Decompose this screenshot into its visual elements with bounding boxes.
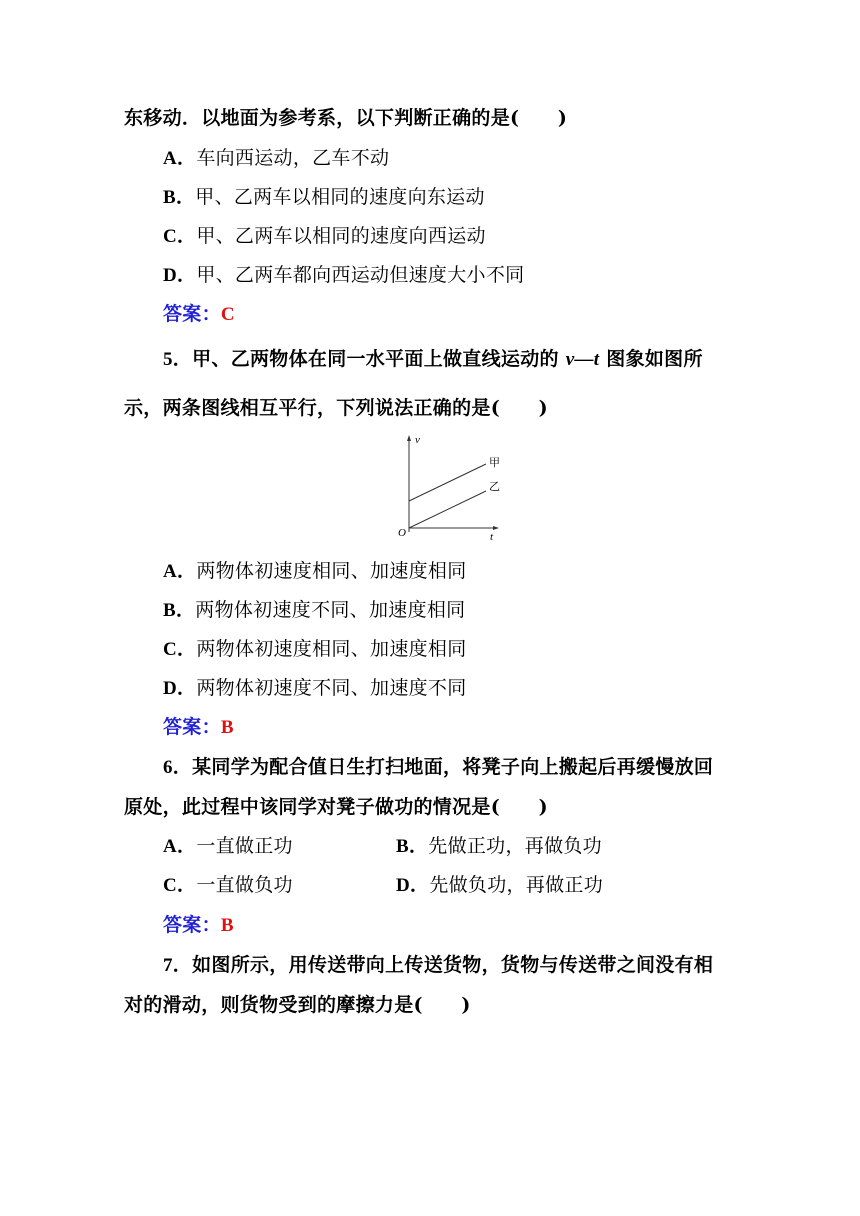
q5-stem-line2: 示，两条图线相互平行，下列说法正确的是( ) (124, 397, 548, 419)
answer-value: C (220, 304, 235, 325)
q5-option-c (163, 637, 467, 662)
question-number: 5． (163, 349, 193, 370)
q4-option-c (163, 224, 486, 249)
q6-stem-line2: 原处，此过程中该同学对凳子做功的情况是( ) (124, 796, 548, 818)
q4-stem-tail: 东移动．以地面为参考系，以下判断正确的是( ) (124, 107, 568, 129)
stem-text: 某同学为配合值日生打扫地面，将凳子向上搬起后再缓慢放回 (192, 756, 714, 778)
vt-graph (392, 432, 512, 544)
option-letter: A． (163, 836, 197, 857)
option-text: 两物体初速度不同、加速度不同 (196, 677, 467, 699)
option-text: 一直做负功 (196, 874, 293, 896)
q6-option-b (396, 834, 602, 859)
option-text: 先做正功，再做负功 (428, 835, 602, 857)
option-text: 甲、乙两车以相同的速度向东运动 (195, 186, 485, 208)
origin-label: O (398, 527, 406, 539)
answer-value: B (220, 717, 234, 738)
answer-label: 答案： (163, 716, 221, 738)
option-letter: B． (163, 600, 196, 621)
option-letter: D． (163, 678, 197, 699)
q4-option-a (163, 146, 389, 171)
option-letter: D． (163, 265, 197, 286)
option-text: 先做负功，再做正功 (429, 874, 604, 896)
option-letter: C． (163, 875, 197, 896)
x-axis-label: t (490, 531, 494, 543)
vt-symbol: v—t (565, 349, 600, 370)
q6-option-a (163, 834, 293, 859)
option-text: 两物体初速度相同、加速度相同 (196, 560, 467, 582)
option-text: 两物体初速度不同、加速度相同 (195, 599, 466, 621)
q7-stem-line2: 对的滑动，则货物受到的摩擦力是( ) (124, 994, 471, 1016)
q5-option-a (163, 559, 467, 584)
y-axis-arrow (407, 435, 411, 441)
q6-stem-line1 (163, 755, 713, 780)
q4-option-b (163, 185, 485, 210)
stem-text: 图象如图所 (599, 348, 703, 370)
q4-answer (163, 302, 235, 327)
question-number: 7． (163, 955, 193, 976)
option-letter: C． (163, 639, 197, 660)
q6-answer (163, 913, 234, 938)
question-number: 6． (163, 757, 193, 778)
line-jia (409, 464, 486, 501)
q5-answer (163, 715, 234, 740)
option-text: 两物体初速度相同、加速度相同 (196, 638, 467, 660)
q5-option-b (163, 598, 465, 623)
option-letter: C． (163, 226, 197, 247)
q6-option-c (163, 873, 293, 898)
answer-label: 答案： (163, 303, 221, 325)
option-text: 车向西运动，乙车不动 (196, 147, 390, 169)
option-letter: A． (163, 148, 197, 169)
y-axis-label: v (415, 434, 420, 446)
option-letter: A． (163, 561, 197, 582)
q4-option-d (163, 263, 524, 288)
line-label-yi: 乙 (489, 481, 500, 493)
q5-option-d (163, 676, 467, 701)
q5-stem-line1 (163, 347, 703, 372)
option-text: 一直做正功 (196, 835, 293, 857)
line-yi (409, 491, 486, 528)
q6-option-d (396, 873, 603, 898)
line-label-jia: 甲 (489, 457, 500, 469)
option-letter: D． (396, 875, 430, 896)
x-axis-arrow (493, 526, 499, 530)
stem-text: 甲、乙两物体在同一水平面上做直线运动的 (192, 348, 566, 370)
answer-value: B (220, 915, 234, 936)
option-letter: B． (163, 187, 196, 208)
answer-label: 答案： (163, 914, 221, 936)
option-text: 甲、乙两车都向西运动但速度大小不同 (196, 264, 525, 286)
stem-text: 如图所示，用传送带向上传送货物，货物与传送带之间没有相 (192, 954, 714, 976)
option-letter: B． (396, 836, 429, 857)
q7-stem-line1 (163, 953, 713, 978)
option-text: 甲、乙两车以相同的速度向西运动 (196, 225, 486, 247)
